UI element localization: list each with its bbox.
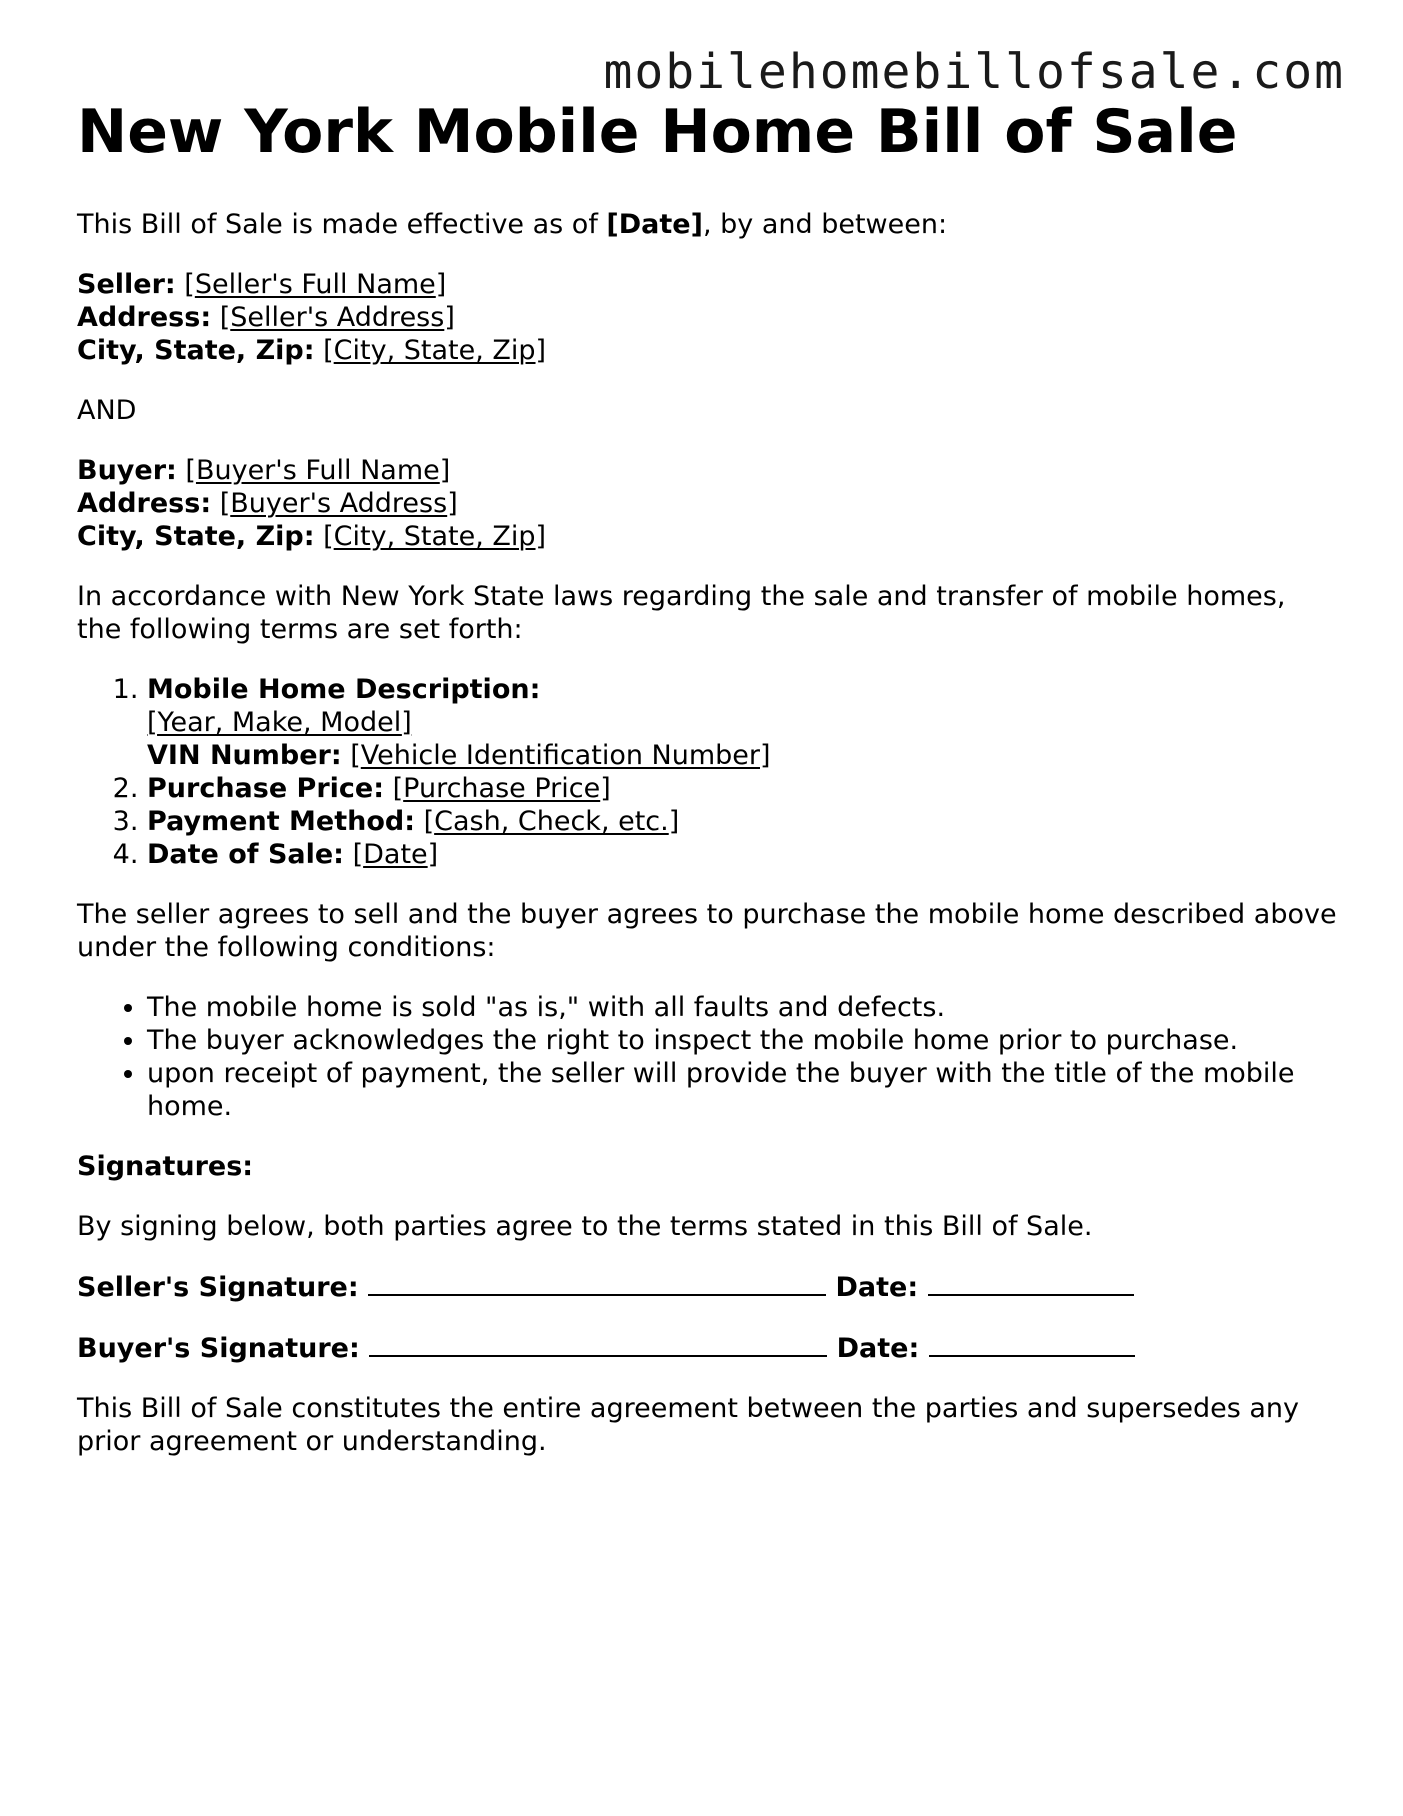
buyer-address-field: Buyer's Address	[230, 488, 448, 519]
buyer-name-label: Buyer:	[77, 455, 177, 486]
method-label: Payment Method:	[147, 806, 416, 837]
intro-paragraph	[77, 208, 1337, 241]
buyer-date-line[interactable]	[929, 1331, 1135, 1357]
seller-name-label: Seller:	[77, 269, 176, 300]
term-price: 2. Purchase Price: [Purchase Price]	[147, 772, 1337, 805]
term-description: 1. Mobile Home Description: [Year, Make, Model] VIN Number: [Vehicle Identification Number]	[147, 673, 1337, 772]
accordance-paragraph: In accordance with New York State laws regarding the sale and transfer of mobile homes, the following terms are set forth:	[77, 581, 1286, 645]
buyer-signature-line[interactable]	[369, 1331, 827, 1357]
and-separator: AND	[77, 395, 137, 426]
seller-date-line[interactable]	[928, 1270, 1134, 1296]
method-field: Cash, Check, etc.	[434, 806, 669, 837]
seller-csz-label: City, State, Zip:	[77, 335, 315, 366]
vin-label: VIN Number:	[147, 740, 342, 771]
site-watermark: mobilehomebillofsale.com	[603, 44, 1345, 100]
effective-date-field: [Date]	[606, 209, 703, 240]
conditions-list	[77, 991, 1337, 1123]
seller-csz-field: City, State, Zip	[333, 335, 536, 366]
vin-field: Vehicle Identification Number	[360, 740, 760, 771]
condition-item: • upon receipt of payment, the seller will provide the buyer with the title of the mobile home.	[147, 1057, 1337, 1123]
price-label: Purchase Price:	[147, 773, 385, 804]
term-date: 4. Date of Sale: [Date]	[147, 838, 1337, 871]
seller-signature-line[interactable]	[368, 1270, 826, 1296]
seller-name-field: Seller's Full Name	[194, 269, 436, 300]
seller-address-field: Seller's Address	[230, 302, 445, 333]
seller-signature-row	[77, 1270, 1337, 1304]
seller-address-label: Address:	[77, 302, 212, 333]
signing-paragraph: By signing below, both parties agree to the terms stated in this Bill of Sale.	[77, 1211, 1093, 1242]
buyer-name-field: Buyer's Full Name	[195, 455, 440, 486]
seller-block: Seller: [Seller's Full Name] Address: [Seller's Address] City, State, Zip: [City, State, Zip]	[77, 269, 547, 366]
signatures-heading	[77, 1150, 1337, 1183]
condition-item: • The buyer acknowledges the right to inspect the mobile home prior to purchase.	[147, 1024, 1337, 1057]
buyer-address-label: Address:	[77, 488, 212, 519]
description-field: Year, Make, Model	[157, 707, 402, 738]
description-field-wrap: [Year, Make, Model]	[147, 707, 412, 738]
sale-date-field: Date	[363, 839, 428, 870]
buyer-signature-label: Buyer's Signature:	[77, 1333, 360, 1364]
buyer-block: Buyer: [Buyer's Full Name] Address: [Buyer's Address] City, State, Zip: [City, State, Zip]	[77, 455, 547, 552]
seller-date-label: Date:	[835, 1272, 919, 1303]
sale-date-label: Date of Sale:	[147, 839, 344, 870]
page-title: New York Mobile Home Bill of Sale	[77, 97, 1238, 167]
document-body	[77, 96, 1337, 1485]
closing-paragraph: This Bill of Sale constitutes the entire agreement between the parties and supersedes any prior agreement or understanding.	[77, 1393, 1300, 1457]
buyer-csz-field: City, State, Zip	[333, 521, 536, 552]
description-label: Mobile Home Description:	[147, 674, 541, 705]
condition-item: • The mobile home is sold "as is," with all faults and defects.	[147, 991, 1337, 1024]
signatures-heading-text: Signatures:	[77, 1151, 254, 1182]
terms-list	[77, 673, 1337, 871]
buyer-date-label: Date:	[836, 1333, 920, 1364]
buyer-csz-label: City, State, Zip:	[77, 521, 315, 552]
seller-signature-label: Seller's Signature:	[77, 1272, 359, 1303]
intro-after: , by and between:	[702, 209, 948, 240]
intro-before: This Bill of Sale is made effective as of	[77, 209, 607, 240]
agreement-paragraph: The seller agrees to sell and the buyer agrees to purchase the mobile home described above under the following conditions:	[77, 899, 1337, 963]
term-method: 3. Payment Method: [Cash, Check, etc.]	[147, 805, 1337, 838]
buyer-signature-row	[77, 1331, 1337, 1365]
price-field: Purchase Price	[403, 773, 601, 804]
